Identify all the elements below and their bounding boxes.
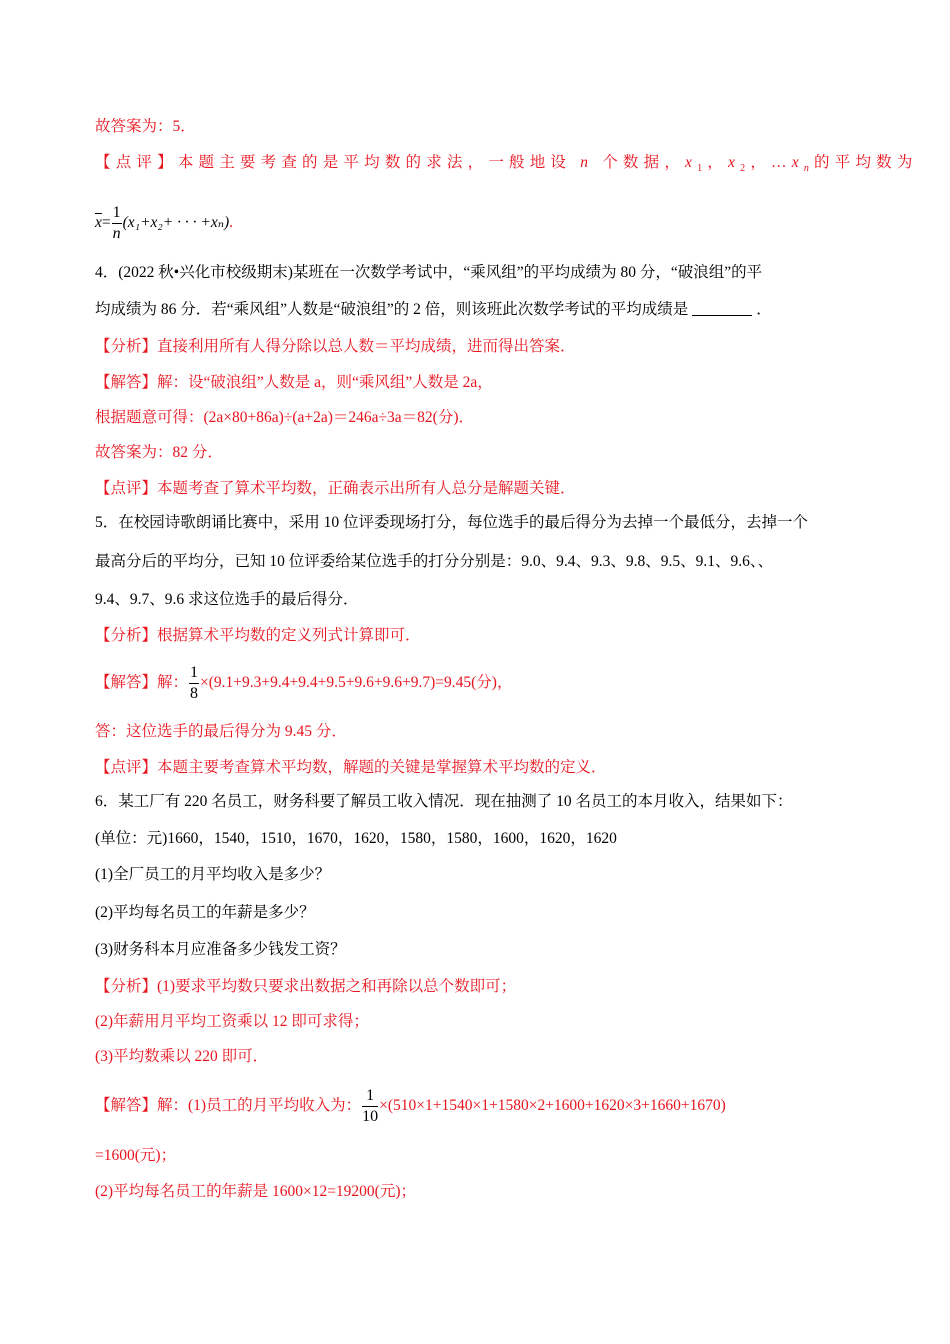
q4-calc: 根据题意可得：(2a×80+86a)÷(a+2a)＝246a÷3a＝82(分)． — [95, 409, 474, 426]
q4-line1: 4．(2022 秋•兴化市校级期末)某班在一次数学考试中，“乘风组”的平均成绩为 80 分，“破浪组”的平 — [95, 264, 763, 281]
q6-analysis3: (3)平均数乘以 220 即可． — [95, 1048, 269, 1065]
q6-solution-post: ×(510×1+1540×1+1580×2+1600+1620×3+1660+1670) — [379, 1097, 726, 1114]
q3-answer: 故答案为：5． — [95, 118, 196, 135]
q6-frac-num: 1 — [362, 1088, 378, 1107]
q6-line2: (单位：元)1660，1540，1510，1670，1620，1580，1580，1600，1620，1620 — [95, 830, 617, 847]
mean-formula — [95, 202, 233, 244]
q6-result2: (2)平均每名员工的年薪是 1600×12=19200(元)； — [95, 1183, 417, 1200]
dots: ，… — [750, 154, 792, 171]
q4-review: 【点评】本题考查了算术平均数，正确表示出所有人总分是解题关键． — [95, 480, 576, 497]
q5-line3: 9.4、9.7、9.6 求这位选手的最后得分． — [95, 591, 359, 608]
var-x1: x — [685, 154, 698, 171]
q5-solution-pre: 【解答】解： — [95, 674, 189, 691]
q4-answer: 故答案为：82 分． — [95, 444, 223, 461]
q5-frac-num: 1 — [189, 665, 199, 684]
q6-line1: 6．某工厂有 220 名员工，财务科要了解员工收入情况．现在抽测了 10 名员工的本月收入，结果如下： — [95, 793, 793, 810]
answer-blank — [692, 301, 752, 316]
q4-analysis: 【分析】直接利用所有人得分除以总人数＝平均成绩，进而得出答案． — [95, 338, 576, 355]
sub-2: 2 — [740, 163, 751, 175]
formula-lhs: $\overline{x}$ — [95, 214, 102, 231]
q5-answer: 答：这位选手的最后得分为 9.45 分． — [95, 723, 347, 740]
q6-frac-den: 10 — [362, 1107, 379, 1125]
sub-n: n — [803, 163, 815, 175]
formula-frac-num: 1 — [112, 205, 122, 224]
q4-line2 — [95, 300, 772, 320]
review-tag: 【点评】 — [95, 154, 178, 171]
q6-analysis1: 【分析】(1)要求平均数只要求出数据之和再除以总个数即可； — [95, 978, 517, 995]
formula-body: (x₁+x₂+ · · · +xₙ) — [122, 214, 230, 231]
review-text: 本题主要考查的是平均数的求法，一般地设 — [177, 154, 572, 171]
formula-eq: = — [101, 214, 111, 231]
q3-review: 【点评】本题主要考查的是平均数的求法，一般地设 n 个数据，$x_1$，$x_2$，$\dots x_n$的平均数为 — [95, 154, 918, 175]
review-end: 的平均数为 — [814, 154, 918, 171]
formula-frac-den: n — [112, 224, 121, 242]
q5-line2: 最高分后的平均分，已知 10 位评委给某位选手的打分分别是：9.0、9.4、9.3、9.8、9.5、9.1、9.6、、 — [95, 553, 774, 570]
review-mid: 个数据， — [602, 154, 686, 171]
q6-solution-pre: 【解答】解：(1)员工的月平均收入为： — [95, 1097, 362, 1114]
q6-analysis2: (2)年薪用月平均工资乘以 12 即可求得； — [95, 1013, 369, 1030]
q6-solution — [95, 1084, 726, 1128]
var-n: n — [580, 154, 594, 171]
q5-solution-post: ×(9.1+9.3+9.4+9.4+9.5+9.6+9.6+9.7)=9.45(分)， — [200, 674, 513, 691]
q6-sub3: (3)财务科本月应准备多少钱发工资？ — [95, 941, 346, 958]
formula-fraction — [112, 205, 122, 242]
q5-review: 【点评】本题主要考查算术平均数，解题的关键是掌握算术平均数的定义． — [95, 759, 607, 776]
q5-analysis: 【分析】根据算术平均数的定义列式计算即可． — [95, 627, 421, 644]
var-xn: x — [791, 154, 804, 171]
q4-solution: 【解答】解：设“破浪组”人数是 a，则“乘风组”人数是 2a， — [95, 374, 493, 391]
q5-fraction — [189, 665, 199, 702]
var-x2: x — [728, 154, 741, 171]
q6-result1: =1600(元)； — [95, 1147, 177, 1164]
q6-fraction — [362, 1088, 378, 1125]
q4-line2-text: 均成绩为 86 分．若“乘风组”人数是“破浪组”的 2 倍，则该班此次数学考试的平均成绩是 — [95, 301, 689, 318]
q6-sub1: (1)全厂员工的月平均收入是多少？ — [95, 866, 331, 883]
formula-end: . — [229, 214, 234, 231]
sub-1: 1 — [697, 163, 708, 175]
q4-line2-end: ． — [756, 301, 772, 318]
q5-line1: 5．在校园诗歌朗诵比赛中，采用 10 位评委现场打分，每位选手的最后得分为去掉一个最低分，去掉一个 — [95, 514, 809, 531]
q5-frac-den: 8 — [190, 684, 199, 702]
q5-solution — [95, 661, 512, 705]
q6-sub2: (2)平均每名员工的年薪是多少？ — [95, 904, 315, 921]
